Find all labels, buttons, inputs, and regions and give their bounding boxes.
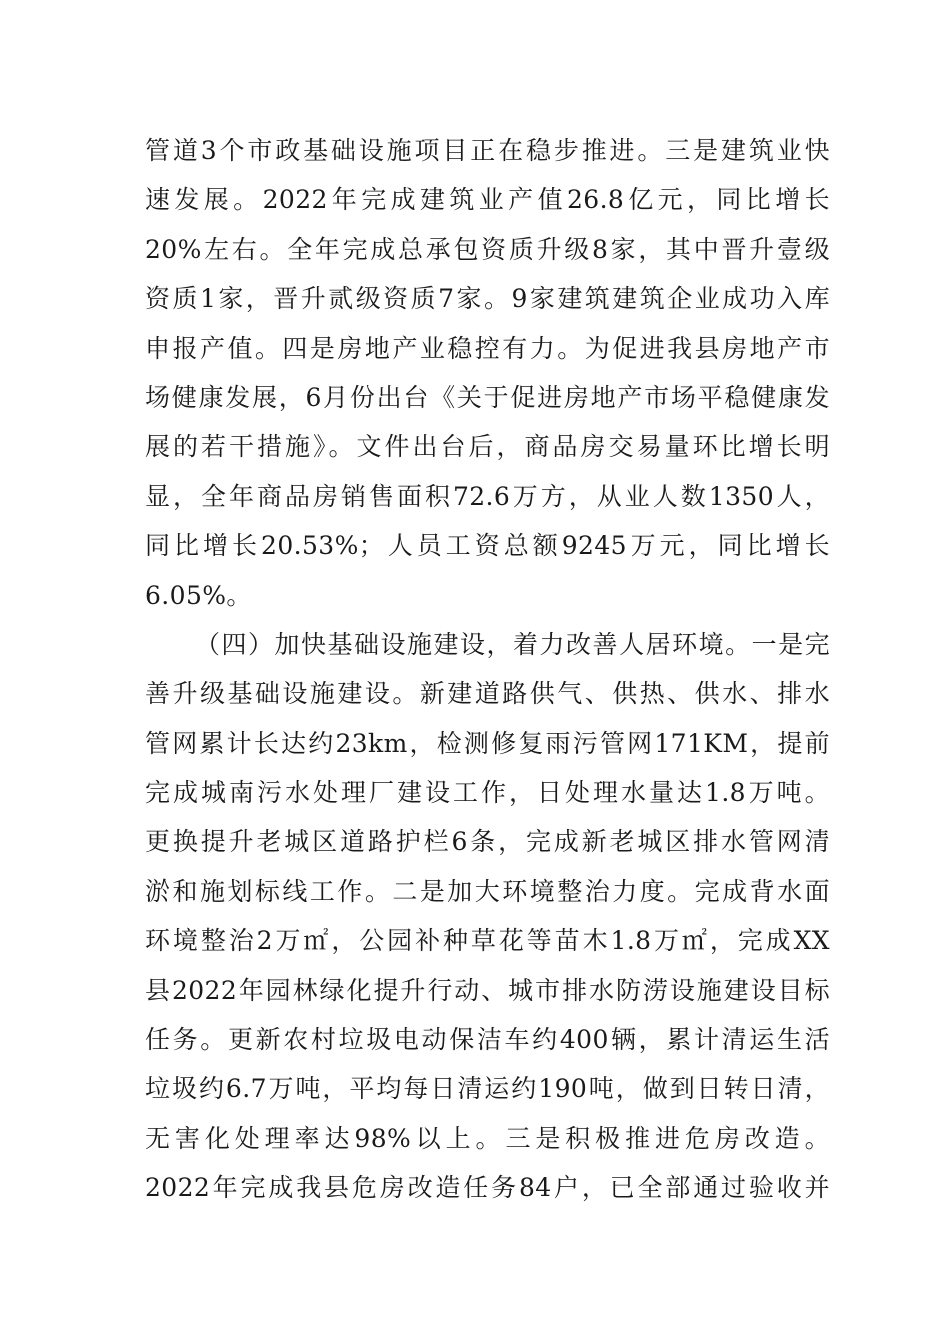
text-line: 速发展。2022年完成建筑业产值26.8亿元，同比增长 [145, 185, 830, 215]
text-line: 管道3个市政基础设施项目正在稳步推进。三是建筑业快 [145, 136, 830, 165]
text-line: 县2022年园林绿化提升行动、城市排水防涝设施建设目标 [145, 975, 830, 1005]
text-line-first: （四）加快基础设施建设，着力改善人居环境。一是完 [195, 629, 830, 659]
text-line-last: 6.05%。 [145, 580, 252, 610]
text-line: 显，全年商品房销售面积72.6万方，从业人数1350人， [145, 481, 830, 511]
paragraph-1 [145, 126, 830, 620]
text-line: 完成城南污水处理厂建设工作，日处理水量达1.8万吨。 [145, 778, 830, 808]
text-line: 资质1家，晋升贰级资质7家。9家建筑建筑企业成功入库 [145, 284, 830, 314]
text-line: 同比增长20.53%；人员工资总额9245万元，同比增长 [145, 531, 830, 561]
text-line: 管网累计长达约23km，检测修复雨污管网171KM，提前 [145, 728, 830, 758]
text-line: 无害化处理率达98%以上。三是积极推进危房改造。 [145, 1123, 830, 1153]
text-line: 20%左右。全年完成总承包资质升级8家，其中晋升壹级 [145, 234, 830, 264]
text-line: 更换提升老城区道路护栏6条，完成新老城区排水管网清 [145, 827, 830, 857]
text-line: 任务。更新农村垃圾电动保洁车约400辆，累计清运生活 [145, 1025, 830, 1055]
text-line: 垃圾约6.7万吨，平均每日清运约190吨，做到日转日清， [145, 1074, 830, 1104]
text-line: 申报产值。四是房地产业稳控有力。为促进我县房地产市 [145, 333, 830, 363]
document-body [145, 126, 830, 1213]
text-line: 善升级基础设施建设。新建道路供气、供热、供水、排水 [145, 679, 830, 709]
text-line: 环境整治2万㎡，公园补种草花等苗木1.8万㎡，完成XX [145, 926, 830, 956]
text-line: 场健康发展，6月份出台《关于促进房地产市场平稳健康发 [145, 382, 830, 412]
text-line: 展的若干措施》。文件出台后，商品房交易量环比增长明 [145, 432, 830, 462]
text-line: 淤和施划标线工作。二是加大环境整治力度。完成背水面 [145, 876, 830, 906]
paragraph-2 [145, 620, 830, 1213]
text-line: 2022年完成我县危房改造任务84户，已全部通过验收并 [145, 1173, 830, 1203]
